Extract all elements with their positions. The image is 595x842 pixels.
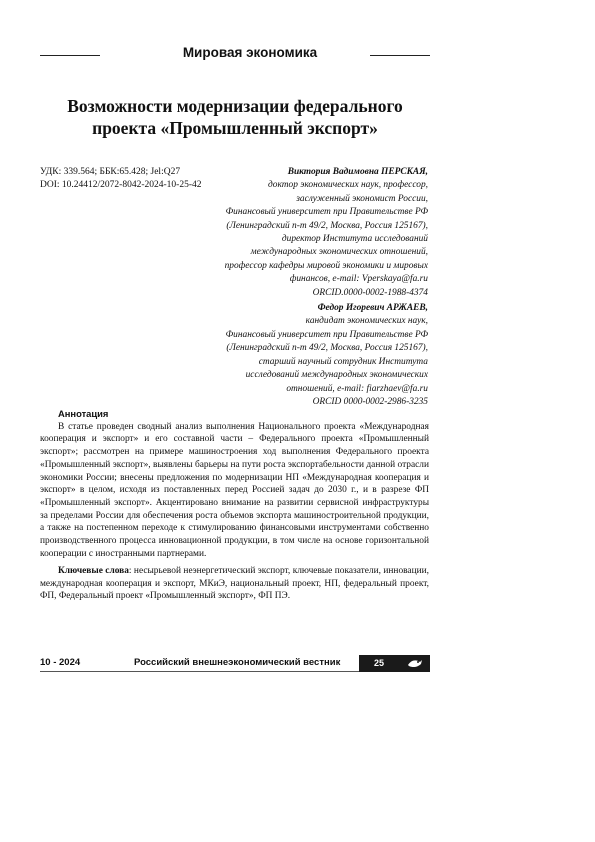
author-affiliation-line: международных экономических отношений, [250, 247, 428, 258]
author-affiliation-line: доктор экономических наук, профессор, [268, 180, 428, 191]
author-affiliation-line: директор Института исследований [281, 234, 428, 245]
author-orcid: ORCID.0000-0002-1988-4374 [312, 287, 428, 298]
author-affiliation-line: (Ленинградский п-т 49/2, Москва, Россия 125167), [226, 220, 428, 231]
author-affiliation-line: профессор кафедры мировой экономики и мировых [224, 260, 428, 271]
author-orcid: ORCID 0000-0002-2986-3235 [312, 396, 428, 407]
doi: DOI: 10.24412/2072-8042-2024-10-25-42 [40, 180, 202, 190]
article-title-line: Возможности модернизации федерального [67, 96, 403, 116]
keywords-text: : несырьевой неэнергетический экспорт, ключевые показатели, инновации, международная кооперация и экспорт, МКиЭ, национальный проект, НП, федеральный проект, ФП, Федеральный проект «Промышленный экспорт», ФП ПЭ. [40, 566, 429, 602]
article-title-line: проекта «Промышленный экспорт» [92, 118, 378, 138]
author-name: Федор Игоревич АРЖАЕВ, [317, 303, 428, 314]
article-meta [40, 166, 201, 192]
section-title: Мировая экономика [182, 45, 318, 60]
journal-logo-icon [407, 657, 423, 672]
author-affiliation-line: Финансовый университет при Правительстве РФ [225, 329, 428, 340]
journal-name: Российский внешнеэкономический вестник [134, 657, 341, 668]
page-number: 25 [374, 658, 385, 668]
abstract [40, 408, 429, 560]
author-name: Виктория Вадимовна ПЕРСКАЯ, [287, 167, 428, 177]
udk-code: УДК: 339.564; ББК:65.428; Jel:Q27 [40, 167, 181, 177]
abstract-text: В статье проведен сводный анализ выполнения Национального проекта «Международная кооперация и экспорт» и его составной части – Федерального проекта «Промышленный экспорт»; рассмотрен на примере машиностроения ход выполнения Федерального проекта «Промышленный экспорт», выявлены барьеры на пути роста экспортабельности данной отрасли экономики России; внесены предложения по модернизации НП «Международная кооперация и экспорт» в целом, исходя из поставленных перед Россией задач до 2030 г., и в разрезе ФП «Промышленный экспорт». Акцентировано внимание на развитии сервисной инфраструктуры за пределами России для обеспечения роста объемов экспорта машиностроительной продукции, а также на постепенном переходе к стимулированию финансовыми инструментами собственно производственного процесса инновационной продукции, в том числе на основе горизонтальной кооперации с иностранными партнерами. [40, 421, 429, 559]
author-affiliation-line: Финансовый университет при Правительстве РФ [225, 207, 428, 218]
journal-issue: 10 - 2024 [40, 657, 81, 668]
author-affiliation-line: старший научный сотрудник Института [258, 356, 428, 367]
author-affiliation-line: (Ленинградский п-т 49/2, Москва, Россия 125167), [226, 343, 428, 354]
header-rule-right [370, 55, 430, 56]
author-affiliation-line: кандидат экономических наук, [305, 316, 428, 327]
abstract-heading: Аннотация [58, 408, 109, 419]
article-title [40, 95, 430, 139]
keywords [40, 565, 429, 603]
header-rule-left [40, 55, 100, 56]
page-number-box [359, 655, 430, 672]
author-email: отношений, e-mail: fiarzhaev@fa.ru [286, 383, 428, 394]
author-email: финансов, e-mail: Vperskaya@fa.ru [289, 274, 428, 285]
author-affiliation-line: заслуженный экономист России, [296, 193, 428, 204]
author-affiliation-line: исследований международных экономических [245, 370, 428, 381]
authors-block [190, 166, 428, 409]
keywords-label: Ключевые слова [58, 566, 129, 576]
